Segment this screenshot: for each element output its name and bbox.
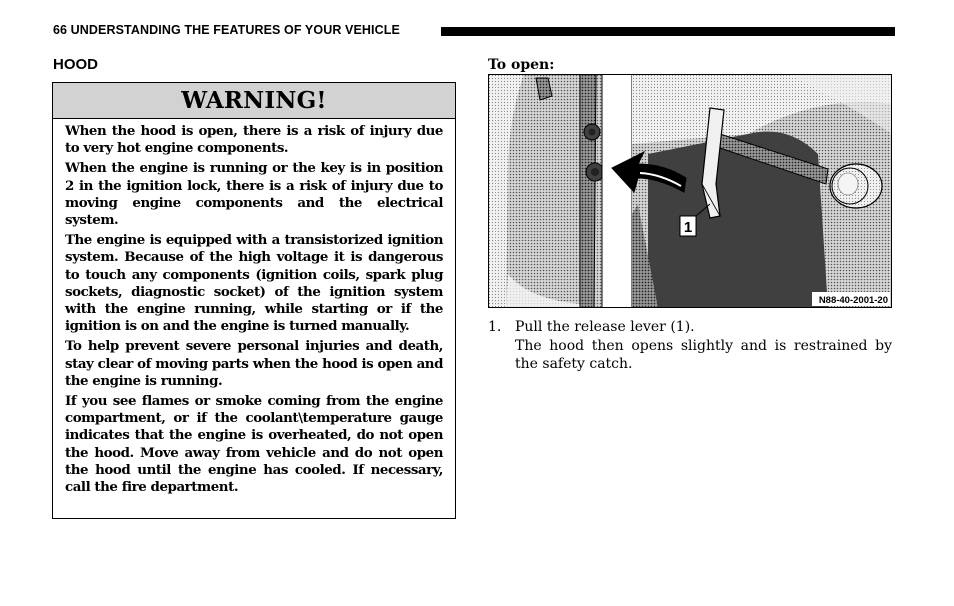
step-line-action: Pull the release lever (1). (515, 319, 695, 335)
warning-paragraph: If you see flames or smoke coming from the engine compartment, or if the coolant\temperature gauge indicates that the engine is overheated, do not open the hood. Move away from vehicle and do not open the hood until the engine has cooled. If necessary, call the fire department. (65, 393, 443, 496)
header-rule (441, 27, 895, 36)
section-title: HOOD (53, 56, 98, 73)
figure-callout-number: 1 (683, 219, 693, 236)
step-line-result: The hood then opens slightly and is restrained by the safety catch. (515, 337, 892, 372)
warning-paragraph: When the engine is running or the key is in position 2 in the ignition lock, there is a risk of injury due to moving engine components and the electrical system. (65, 160, 443, 229)
step-text (515, 318, 892, 374)
warning-title: WARNING! (181, 87, 327, 114)
warning-body (53, 119, 455, 496)
warning-paragraph: The engine is equipped with a transistorized ignition system. Because of the high voltage it is dangerous to touch any components (ignition coils, spark plug sockets, diagnostic socket) of the ignition system with the engine running, while starting or if the ignition is on and the engine is turned manually. (65, 232, 443, 335)
page-header (53, 22, 895, 38)
step-number: 1. (488, 319, 502, 335)
warning-box (52, 82, 456, 519)
instructions-heading: To open: (488, 57, 555, 73)
warning-paragraph: When the hood is open, there is a risk of injury due to very hot engine components. (65, 123, 443, 157)
step-1 (488, 318, 892, 374)
page-number-and-chapter: 66 UNDERSTANDING THE FEATURES OF YOUR VEHICLE (53, 23, 400, 37)
figure-code: N88-40-2001-20 (818, 295, 888, 306)
hood-release-illustration (488, 74, 892, 308)
warning-paragraph: To help prevent severe personal injuries and death, stay clear of moving parts when the hood is open and the engine is running. (65, 338, 443, 389)
warning-header (53, 83, 455, 119)
